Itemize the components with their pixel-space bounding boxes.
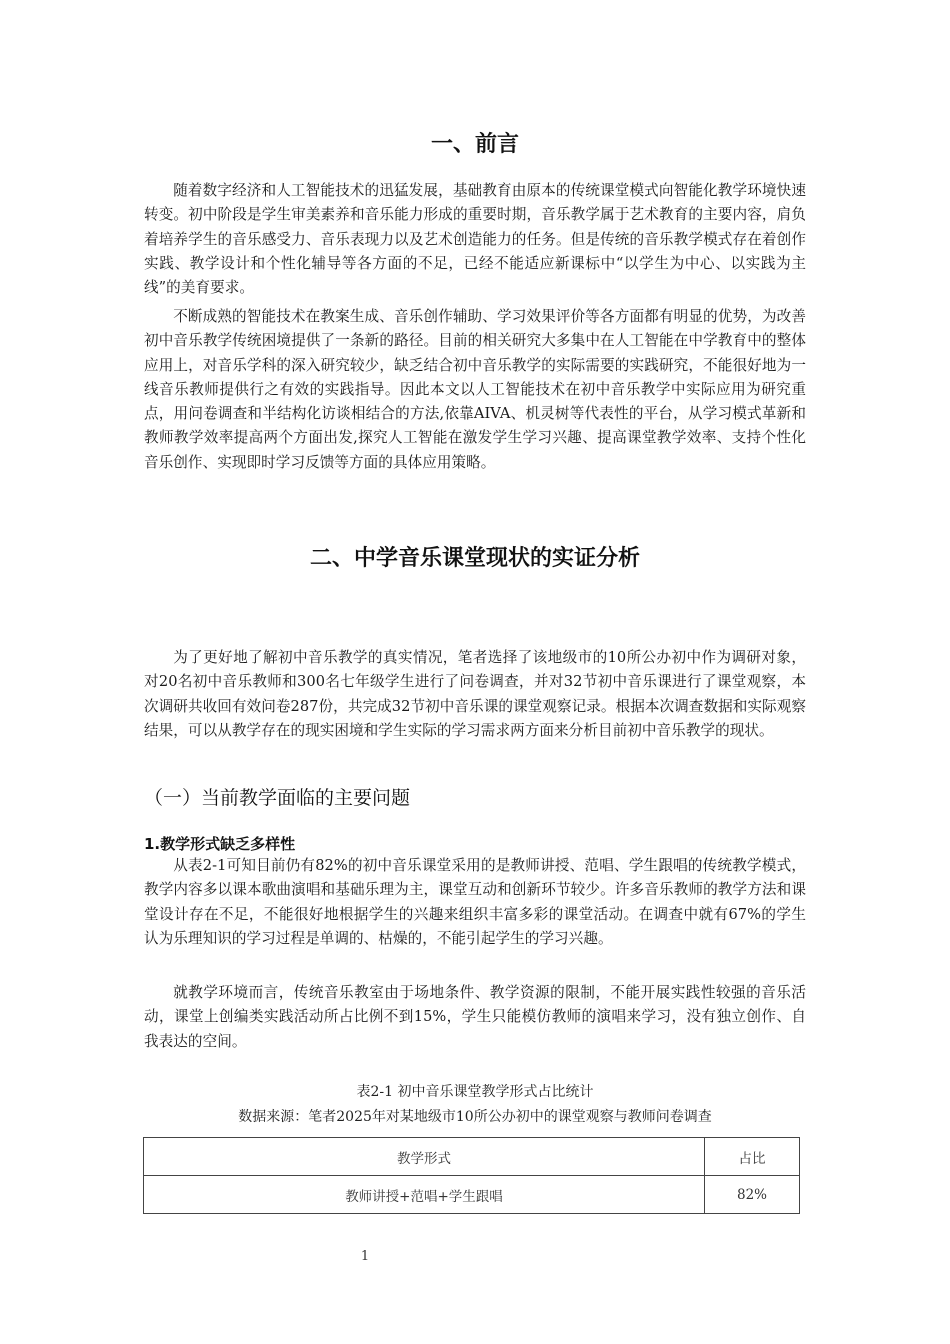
body-paragraph: 为了更好地了解初中音乐教学的真实情况，笔者选择了该地级市的10所公办初中作为调研对象，对20名初中音乐教师和300名七年级学生进行了问卷调查，并对32节初中音乐课进行了课堂观察，本次调研共收回有效问卷287份，共完成32节初中音乐课的课堂观察记录。根据本次调查数据和实际观察结果，可以从教学存在的现实困境和学生实际的学习需求两方面来分析目前初中音乐教学的现状。 xyxy=(144,649,806,739)
table-caption: 表2-1 初中音乐课堂教学形式占比统计 xyxy=(356,1084,594,1100)
table-source: 数据来源：笔者2025年对某地级市10所公办初中的课堂观察与教师问卷调查 xyxy=(238,1109,712,1125)
table-header-cell: 占比 xyxy=(705,1138,800,1176)
table-cell: 82% xyxy=(705,1176,800,1214)
section-heading-preface: 一、前言 xyxy=(430,132,519,157)
section-heading-analysis: 二、中学音乐课堂现状的实证分析 xyxy=(309,546,640,571)
body-paragraph: 从表2-1可知目前仍有82%的初中音乐课堂采用的是教师讲授、范唱、学生跟唱的传统教学模式，教学内容多以课本歌曲演唱和基础乐理为主，课堂互动和创新环节较少。许多音乐教师的教学方法和课堂设计存在不足，不能很好地根据学生的兴趣来组织丰富多彩的课堂活动。在调查中就有67%的学生认为乐理知识的学习过程是单调的、枯燥的，不能引起学生的学习兴趣。 xyxy=(144,857,806,947)
data-table xyxy=(143,1137,800,1214)
point-title: 1.教学形式缺乏多样性 xyxy=(144,835,296,853)
table-header-cell: 教学形式 xyxy=(144,1138,705,1176)
table-cell: 教师讲授+范唱+学生跟唱 xyxy=(144,1176,705,1214)
subsection-heading: （一）当前教学面临的主要问题 xyxy=(144,787,411,809)
table-row xyxy=(144,1176,800,1214)
table-header-row xyxy=(144,1138,800,1176)
body-paragraph: 就教学环境而言，传统音乐教室由于场地条件、教学资源的限制，不能开展实践性较强的音乐活动，课堂上创编类实践活动所占比例不到15%，学生只能模仿教师的演唱来学习，没有独立创作、自我表达的空间。 xyxy=(144,984,806,1050)
page-number: 1 xyxy=(360,1249,370,1264)
body-paragraph: 随着数字经济和人工智能技术的迅猛发展，基础教育由原本的传统课堂模式向智能化教学环境快速转变。初中阶段是学生审美素养和音乐能力形成的重要时期，音乐教学属于艺术教育的主要内容，肩负着培养学生的音乐感受力、音乐表现力以及艺术创造能力的任务。但是传统的音乐教学模式存在着创作实践、教学设计和个性化辅导等各方面的不足，已经不能适应新课标中“以学生为中心、以实践为主线”的美育要求。 xyxy=(144,182,806,297)
body-paragraph: 不断成熟的智能技术在教案生成、音乐创作辅助、学习效果评价等各方面都有明显的优势，为改善初中音乐教学传统困境提供了一条新的路径。目前的相关研究大多集中在人工智能在中学教育中的整体应用上，对音乐学科的深入研究较少，缺乏结合初中音乐教学的实际需要的实践研究，不能很好地为一线音乐教师提供行之有效的实践指导。因此本文以人工智能技术在初中音乐教学中实际应用为研究重点，用问卷调查和半结构化访谈相结合的方法,依靠AIVA、机灵树等代表性的平台，从学习模式革新和教师教学效率提高两个方面出发,探究人工智能在激发学生学习兴趣、提高课堂教学效率、支持个性化音乐创作、实现即时学习反馈等方面的具体应用策略。 xyxy=(144,308,806,471)
